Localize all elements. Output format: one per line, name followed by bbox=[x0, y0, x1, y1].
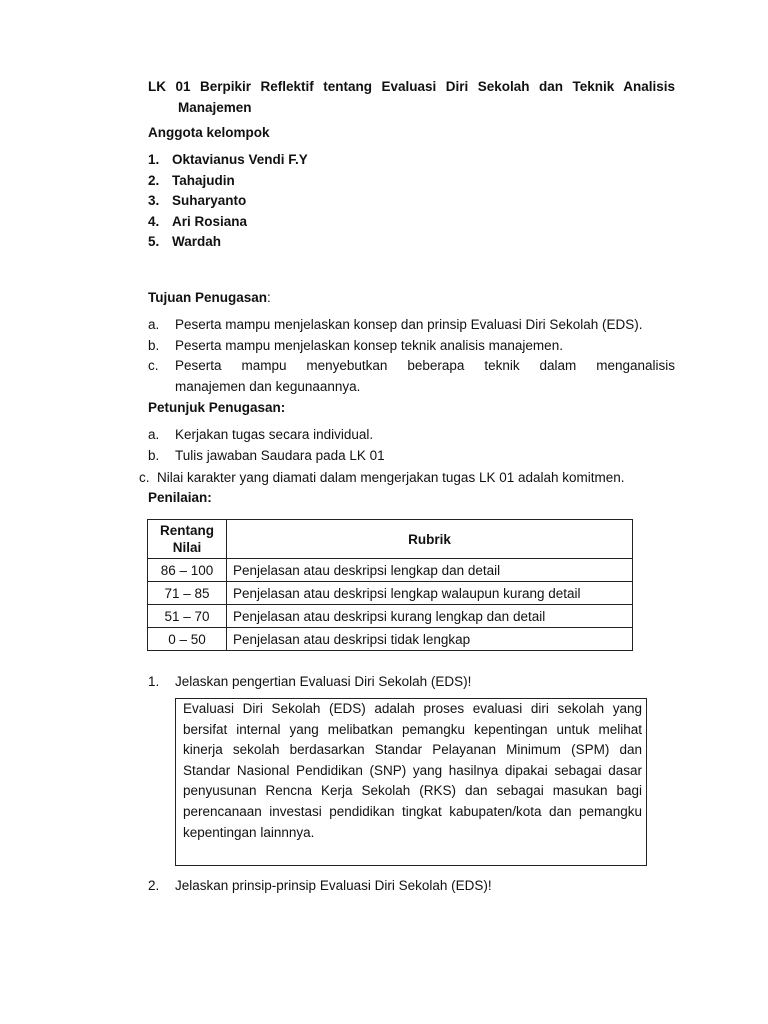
goal-item: c. Peserta mampu menyebutkan beberapa teknik dalam menganalisis manajemen dan kegunaannya. bbox=[148, 358, 675, 394]
instructions-heading: Petunjuk Penugasan: bbox=[148, 400, 286, 415]
instruction-item: a. Kerjakan tugas secara individual. bbox=[148, 427, 374, 442]
question-1: 1. Jelaskan pengertian Evaluasi Diri Sekolah (EDS)! bbox=[148, 674, 472, 689]
answer-text bbox=[183, 699, 642, 843]
answer-line: kepentingan lainnnya. bbox=[183, 824, 315, 840]
member-item: 3. Suharyanto bbox=[148, 193, 247, 208]
rubric-cell: Penjelasan atau deskripsi lengkap dan detail bbox=[227, 559, 633, 582]
goal-item: a. Peserta mampu menjelaskan konsep dan prinsip Evaluasi Diri Sekolah (EDS). bbox=[148, 317, 643, 332]
member-item: 2. Tahajudin bbox=[148, 172, 235, 188]
range-cell: 86 – 100 bbox=[148, 559, 227, 582]
table-row bbox=[148, 605, 633, 628]
rubric-table bbox=[147, 519, 633, 651]
goals-heading: Tujuan Penugasan: bbox=[148, 290, 271, 305]
table-row bbox=[148, 559, 633, 582]
members-list bbox=[148, 150, 308, 253]
instructions-list bbox=[148, 425, 675, 466]
answer-line: Evaluasi Diri Sekolah (EDS) adalah proses evaluasi diri sekolah yang bbox=[183, 701, 642, 716]
document-title bbox=[148, 76, 675, 118]
question-2: 2. Jelaskan prinsip-prinsip Evaluasi Diri Sekolah (EDS)! bbox=[148, 878, 492, 893]
instruction-item: b. Tulis jawaban Saudara pada LK 01 bbox=[148, 447, 385, 463]
range-cell: 51 – 70 bbox=[148, 605, 227, 628]
answer-line: kinerja sekolah berdasarkan Standar Pelayanan Minimum (SPM) dan bbox=[183, 742, 642, 758]
range-cell: 71 – 85 bbox=[148, 582, 227, 605]
member-item: 5. Wardah bbox=[148, 234, 222, 249]
rubric-cell: Penjelasan atau deskripsi kurang lengkap dan detail bbox=[227, 605, 633, 628]
instruction-item: c. Nilai karakter yang diamati dalam mengerjakan tugas LK 01 adalah komitmen. bbox=[139, 470, 625, 485]
answer-line: perencanaan investasi pendidikan tingkat kabupaten/kota dan pemangku bbox=[183, 803, 642, 819]
table-header-row bbox=[148, 520, 633, 559]
rubric-cell: Penjelasan atau deskripsi lengkap walaupun kurang detail bbox=[227, 582, 633, 605]
col-range-header: Rentang Nilai bbox=[148, 520, 227, 559]
goal-item: b. Peserta mampu menjelaskan konsep teknik analisis manajemen. bbox=[148, 337, 563, 353]
member-item: 1. Oktavianus Vendi F.Y bbox=[148, 152, 308, 167]
assessment-heading: Penilaian: bbox=[148, 490, 212, 505]
member-item: 4. Ari Rosiana bbox=[148, 213, 248, 229]
title-line-1: LK 01 Berpikir Reflektif tentang Evaluasi Diri Sekolah dan Teknik Analisis bbox=[148, 79, 675, 94]
answer-line: Standar Nasional Pendidikan (SNP) yang hasilnya dipakai sebagai dasar bbox=[183, 762, 642, 778]
rubric-cell: Penjelasan atau deskripsi tidak lengkap bbox=[227, 628, 633, 651]
goals-list bbox=[148, 315, 675, 397]
range-cell: 0 – 50 bbox=[148, 628, 227, 651]
members-heading: Anggota kelompok bbox=[148, 125, 270, 140]
answer-box bbox=[175, 698, 647, 866]
answer-line: bersifat internal yang melibatkan pemangku kepentingan untuk melihat bbox=[183, 721, 642, 737]
title-line-2: Manajemen bbox=[178, 100, 252, 115]
table-row bbox=[148, 582, 633, 605]
answer-line: penyusunan Rencna Kerja Sekolah (RKS) dan sebagai masukan bagi bbox=[183, 783, 642, 799]
table-row bbox=[148, 628, 633, 651]
col-rubric-header: Rubrik bbox=[227, 520, 633, 559]
